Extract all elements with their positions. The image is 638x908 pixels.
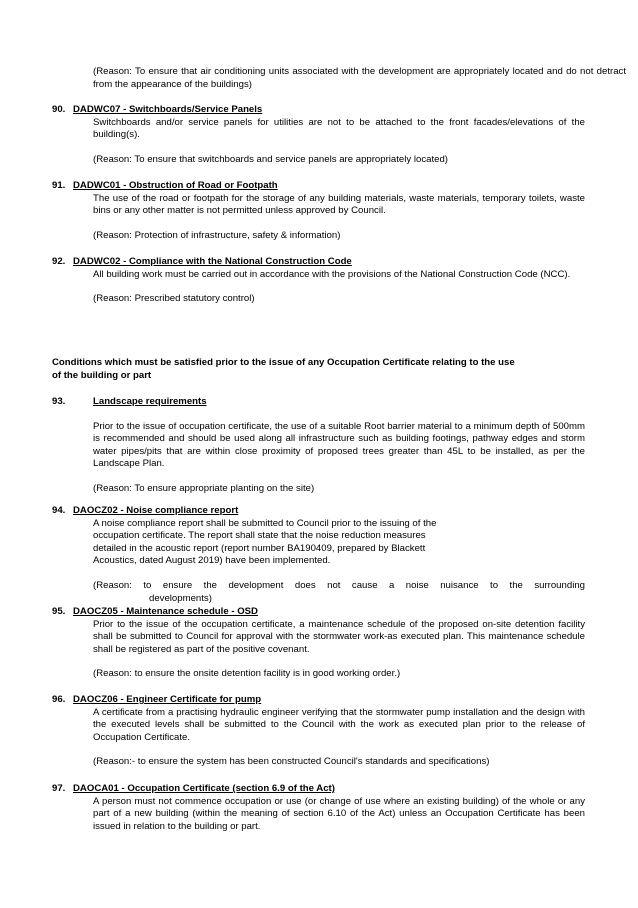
condition-title: DADWC01 - Obstruction of Road or Footpath (73, 180, 278, 191)
condition-number: 94. (52, 505, 66, 516)
condition-body: The use of the road or footpath for the storage of any building materials, waste materials, temporary toilets, waste bins or any other matter is not permitted unless approved by Council. (93, 192, 585, 217)
condition-number: 92. (52, 256, 66, 267)
intro-reason-block (52, 66, 626, 91)
condition-number: 93. (52, 396, 66, 407)
condition-reason: (Reason: To ensure appropriate planting on the site) (93, 482, 315, 494)
condition-92 (52, 256, 585, 306)
condition-number: 97. (52, 783, 66, 794)
section-heading-line: Conditions which must be satisfied prior to the issue of any Occupation Certificate relating to the use (52, 357, 515, 368)
condition-90 (52, 104, 585, 166)
condition-body-line: A noise compliance report shall be submitted to Council prior to the issuing of the (93, 517, 437, 529)
condition-body: Prior to the issue of the occupation certificate, a maintenance schedule of the proposed on-site detention facility shall be submitted to Council for approval with the stormwater work-as executed plan. This maintenance schedule shall be registered as part of the positive covenant. (93, 618, 585, 655)
condition-body-line: occupation certificate. The report shall state that the noise reduction measures (93, 530, 426, 542)
condition-reason: (Reason: to ensure the onsite detention facility is in good working order.) (93, 668, 401, 680)
condition-95 (52, 606, 585, 681)
condition-title: DAOCZ02 - Noise compliance report (73, 505, 239, 516)
condition-91 (52, 180, 585, 242)
condition-title: DAOCZ05 - Maintenance schedule - OSD (73, 606, 258, 617)
condition-number: 91. (52, 180, 66, 191)
section-heading-line: of the building or part (52, 369, 152, 381)
condition-title: Landscape requirements (93, 396, 207, 407)
condition-body: All building work must be carried out in accordance with the provisions of the National Construction Code (NCC). (93, 268, 571, 280)
condition-93 (52, 396, 585, 496)
condition-body-line: Acoustics, dated August 2019) have been implemented. (93, 555, 331, 567)
condition-reason: (Reason: To ensure that switchboards and service panels are appropriately located) (93, 153, 448, 165)
condition-reason-continued: developments) (149, 592, 212, 604)
condition-title: DADWC02 - Compliance with the National Construction Code (73, 256, 352, 267)
condition-number: 90. (52, 104, 66, 115)
condition-97 (52, 783, 585, 833)
condition-reason: (Reason: Protection of infrastructure, safety & information) (93, 229, 341, 241)
condition-body: Switchboards and/or service panels for utilities are not to be attached to the front facades/elevations of the building(s). (93, 116, 585, 141)
condition-title: DAOCA01 - Occupation Certificate (section 6.9 of the Act) (73, 783, 335, 794)
condition-body-line: detailed in the acoustic report (report number BA190409, prepared by Blackett (93, 542, 426, 554)
condition-reason: (Reason: to ensure the development does not cause a noise nuisance to the surrounding (93, 579, 585, 591)
intro-reason: (Reason: To ensure that air conditioning units associated with the development are appropriately located and do not detract from the appearance of the buildings) (93, 66, 626, 90)
condition-number: 96. (52, 694, 66, 705)
condition-96 (52, 694, 585, 769)
condition-body: Prior to the issue of occupation certificate, the use of a suitable Root barrier material to a minimum depth of 500mm is recommended and should be used along all infrastructure such as building footings, pathway edges and storm water pipes/pits that are within close proximity of proposed trees greater than 45L to be installed, as per the Landscape Plan. (93, 420, 585, 470)
condition-reason: (Reason: Prescribed statutory control) (93, 293, 255, 305)
condition-title: DADWC07 - Switchboards/Service Panels (73, 104, 263, 115)
condition-body: A person must not commence occupation or use (or change of use where an existing building) of the whole or any part of a new building (within the meaning of section 6.10 of the Act) unless an Occupation Certificate has been issued in relation to the building or part. (93, 795, 585, 832)
condition-number: 95. (52, 606, 66, 617)
condition-94 (52, 505, 585, 605)
condition-reason: (Reason:- to ensure the system has been constructed Council's standards and specifications) (93, 756, 490, 768)
condition-title: DAOCZ06 - Engineer Certificate for pump (73, 694, 262, 705)
condition-body: A certificate from a practising hydraulic engineer verifying that the stormwater pump installation and the design with the executed levels shall be submitted to the Council with the work as executed plan prior to the release of Occupation Certificate. (93, 706, 585, 743)
section-heading (52, 357, 585, 382)
